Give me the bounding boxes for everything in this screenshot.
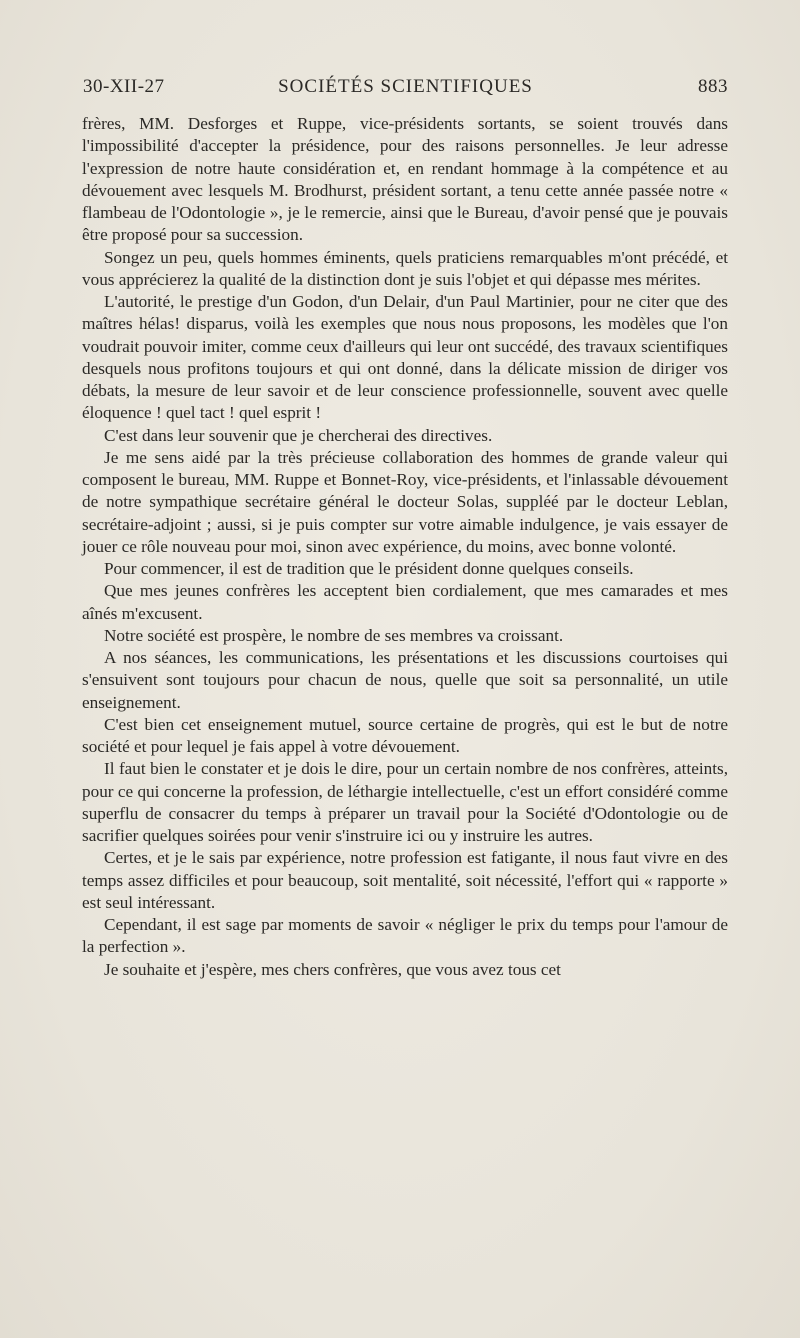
paragraph: L'autorité, le prestige d'un Godon, d'un Delair, d'un Paul Martinier, pour ne citer que des maîtres hélas! disparus, voilà les exemples que nous nous proposons, les modèles que l'on voudrait pouvoir imiter, comme ceux d'ailleurs qui leur ont succédé, des travaux scientifiques desquels nous profitons toujours et qui ont donné, dans la délicate mission de diriger vos débats, la mesure de leur savoir et de leur conscience professionnelle, souvent avec quelle éloquence ! quel tact ! quel esprit !: [82, 292, 728, 423]
paragraph: Certes, et je le sais par expérience, notre profession est fatigante, il nous faut vivre en des temps assez difficiles et pour beaucoup, soit mentalité, soit nécessité, l'effort qui « rapporte » est seul intéressant.: [82, 848, 728, 912]
paragraph: Pour commencer, il est de tradition que le président donne quelques conseils.: [104, 559, 634, 578]
page-number: 883: [698, 76, 728, 97]
paragraph: Il faut bien le constater et je dois le dire, pour un certain nombre de nos confrères, atteints, pour ce qui concerne la profession, de léthargie intellectuelle, c'est un effort considéré comme superflu de consacrer du temps à préparer un travail pour la Société d'Odontologie ou de sacrifier quelques soirées pour venir s'instruire ici ou y instruire les autres.: [82, 759, 728, 845]
body-text: [82, 113, 728, 981]
paragraph: frères, MM. Desforges et Ruppe, vice-présidents sortants, se soient trouvés dans l'impossibilité d'accepter la présidence, pour des raisons personnelles. Je leur adresse l'expression de notre haute considération et, en rendant hommage à la compétence et au dévouement avec lesquels M. Brodhurst, président sortant, a tenu cette année passée notre « flambeau de l'Odontologie », je le remercie, ainsi que le Bureau, d'avoir pensé que je pouvais être proposé pour sa succession.: [82, 114, 728, 245]
paragraph: Je souhaite et j'espère, mes chers confrères, que vous avez tous cet: [104, 959, 561, 979]
paragraph: C'est dans leur souvenir que je chercherai des directives.: [104, 425, 493, 445]
paragraph: Songez un peu, quels hommes éminents, quels praticiens remarquables m'ont précédé, et vous apprécierez la qualité de la distinction dont je suis l'objet et qui dépasse mes mérites.: [82, 247, 728, 289]
running-header: [83, 76, 728, 102]
paragraph: C'est bien cet enseignement mutuel, source certaine de progrès, qui est le but de notre société et pour lequel je fais appel à votre dévouement.: [82, 714, 728, 756]
paragraph: Je me sens aidé par la très précieuse collaboration des hommes de grande valeur qui composent le bureau, MM. Ruppe et Bonnet-Roy, vice-présidents, et l'inlassable dévouement de notre sympathique secrétaire général le docteur Solas, suppléé par le docteur Leblan, secrétaire-adjoint ; aussi, si je puis compter sur votre aimable indulgence, je vais essayer de jouer ce rôle nouveau pour moi, sinon avec expérience, du moins, avec bonne volonté.: [82, 447, 728, 556]
paragraph: Notre société est prospère, le nombre de ses membres va croissant.: [104, 625, 564, 645]
paragraph: A nos séances, les communications, les présentations et les discussions courtoises qui s'ensuivent sont toujours pour chacun de nous, quelle que soit sa personnalité, un utile enseignement.: [82, 648, 728, 712]
paragraph: Cependant, il est sage par moments de savoir « négliger le prix du temps pour l'amour de la perfection ».: [82, 915, 728, 957]
paragraph: Que mes jeunes confrères les acceptent bien cordialement, que mes camarades et mes aînés m'excusent.: [82, 581, 728, 623]
running-title: SOCIÉTÉS SCIENTIFIQUES: [278, 76, 533, 97]
issue-date: 30-XII-27: [83, 76, 165, 97]
